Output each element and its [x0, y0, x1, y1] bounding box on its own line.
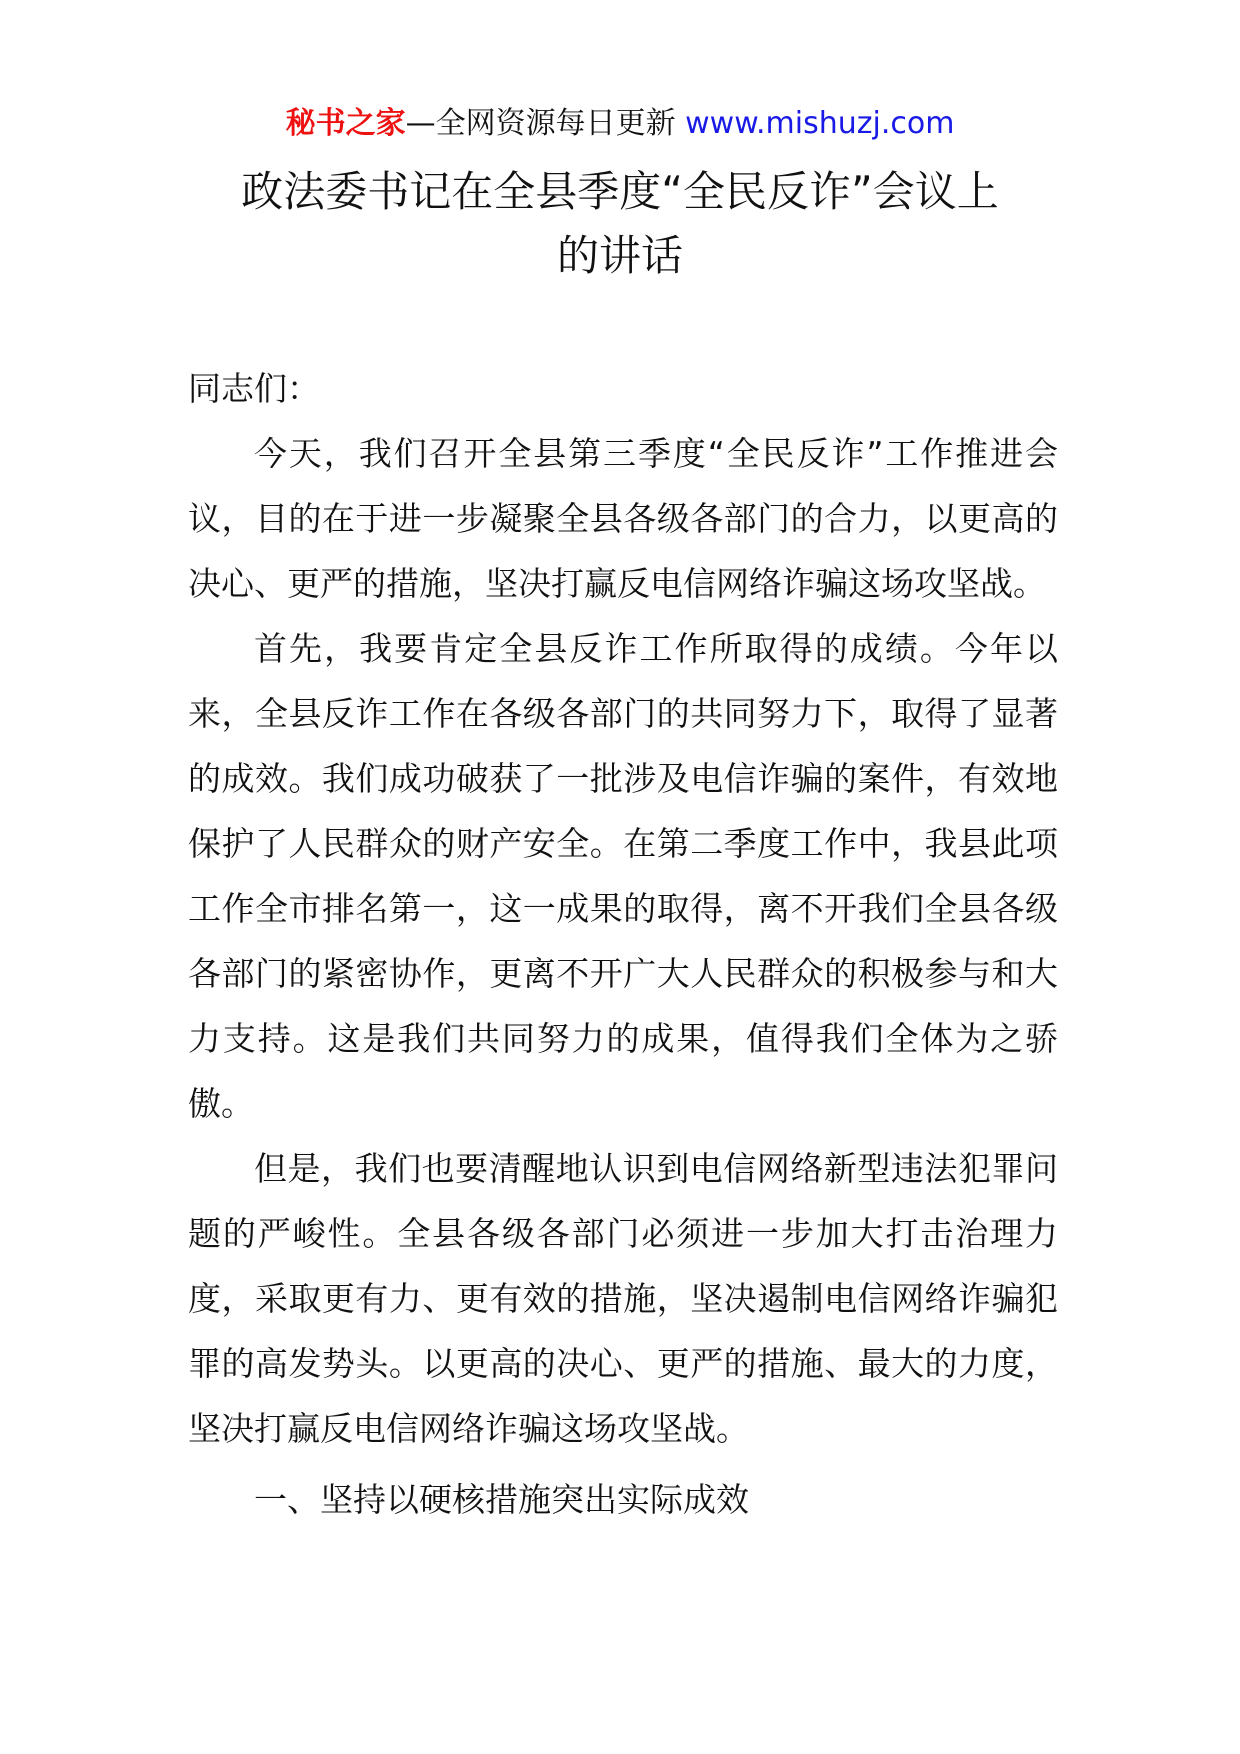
paragraph-1: 今天，我们召开全县第三季度“全民反诈”工作推进会议，目的在于进一步凝聚全县各级各部门的合力，以更高的决心、更严的措施，坚决打赢反电信网络诈骗这场攻坚战。 [188, 434, 1058, 603]
document-title [190, 160, 1050, 288]
salutation: 同志们： [188, 369, 320, 408]
site-tagline: —全网资源每日更新 [405, 106, 686, 141]
paragraph-2: 首先，我要肯定全县反诈工作所取得的成绩。今年以来，全县反诈工作在各级各部门的共同努力下，取得了显著的成效。我们成功破获了一批涉及电信诈骗的案件，有效地保护了人民群众的财产安全。在第二季度工作中，我县此项工作全市排名第一，这一成果的取得，离不开我们全县各级各部门的紧密协作，更离不开广大人民群众的积极参与和大力支持。这是我们共同努力的成果，值得我们全体为之骄傲。 [188, 629, 1058, 1123]
document-body [188, 356, 1058, 1532]
title-line-2: 的讲话 [556, 231, 683, 280]
brand-name: 秘书之家 [285, 106, 406, 141]
site-header [0, 104, 1240, 144]
section-heading-1: 一、坚持以硬核措施突出实际成效 [254, 1480, 749, 1519]
paragraph-3: 但是，我们也要清醒地认识到电信网络新型违法犯罪问题的严峻性。全县各级各部门必须进一步加大打击治理力度，采取更有力、更有效的措施，坚决遏制电信网络诈骗犯罪的高发势头。以更高的决心、更严的措施、最大的力度，坚决打赢反电信网络诈骗这场攻坚战。 [188, 1149, 1058, 1448]
title-line-1: 政法委书记在全县季度“全民反诈”会议上 [241, 167, 999, 216]
site-url-link[interactable]: www.mishuzj.com [685, 106, 955, 141]
